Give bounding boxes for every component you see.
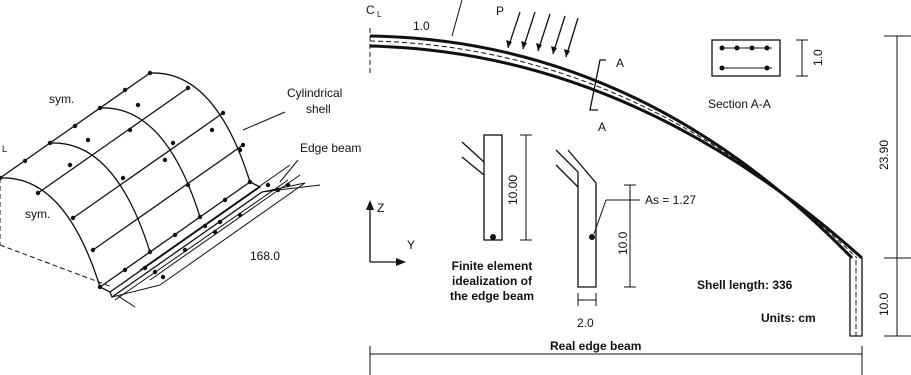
- dimension-line: [115, 180, 288, 300]
- symmetry-edge-bottom: [0, 245, 112, 287]
- shell-length-label: Shell length: 336: [697, 278, 793, 292]
- mesh-arc: [150, 73, 250, 182]
- cylindrical-shell-label-1: Cylindrical: [287, 86, 343, 100]
- mesh-arc: [100, 108, 200, 217]
- real-depth-label: 10.0: [616, 231, 630, 255]
- rebar-dots: [720, 46, 770, 71]
- fe-rebar: [490, 234, 496, 240]
- thickness-label: 1.0: [413, 19, 430, 33]
- z-axis-arrowhead: [366, 200, 374, 210]
- centerline-label: C: [366, 3, 375, 17]
- fe-depth-label: 10.00: [506, 174, 520, 205]
- shell-height-label: 23.90: [877, 139, 891, 170]
- mesh-line: [93, 145, 243, 250]
- fe-caption-2: idealization of: [451, 274, 533, 288]
- edge-beam-line: [160, 183, 305, 285]
- shell-3d-view: [0, 71, 361, 307]
- dimension-tick: [118, 296, 135, 307]
- centerline-sub: L: [377, 10, 382, 19]
- beam-height-label: 10.0: [877, 292, 891, 316]
- section-aa-title: Section A-A: [708, 97, 771, 111]
- section-mark-bottom: A: [598, 120, 607, 134]
- mesh-nodes: [0, 71, 290, 289]
- section-depth-label: 1.0: [811, 49, 825, 66]
- mesh-arc: [50, 143, 150, 252]
- cl-mark-left: L: [2, 144, 8, 154]
- y-axis-arrowhead: [396, 258, 406, 266]
- cylindrical-shell-label-2: shell: [306, 102, 331, 116]
- edge-beam-line: [112, 285, 160, 297]
- leader-line: [243, 112, 285, 130]
- load-label: P: [496, 4, 505, 18]
- length-label: 168.0: [250, 249, 281, 263]
- mesh-arc: [0, 178, 100, 287]
- real-width-label: 2.0: [577, 316, 594, 330]
- fe-caption-3: the edge beam: [449, 289, 535, 303]
- axis-z-label: Z: [377, 201, 385, 215]
- shell-inner: [370, 46, 862, 258]
- edge-beam-label: Edge beam: [300, 141, 362, 155]
- axis-y-label: Y: [407, 238, 416, 252]
- mesh-line: [73, 113, 223, 218]
- fe-caption-1: Finite element: [451, 259, 533, 273]
- fe-beam-rect: [484, 135, 502, 240]
- steel-label: As = 1.27: [645, 193, 697, 207]
- shell-middle-surface: [370, 41, 857, 258]
- real-caption: Real edge beam: [550, 339, 642, 353]
- edge-beam-outline: [100, 182, 260, 292]
- real-rebar: [589, 234, 595, 240]
- section-mark-top: A: [616, 56, 625, 70]
- sym-bottom-label: sym.: [25, 207, 51, 221]
- thickness-leader: [452, 0, 462, 36]
- units-label: Units: cm: [761, 311, 816, 325]
- cross-section-view: [366, 0, 911, 375]
- section-aa-rect: [712, 40, 780, 76]
- sym-top-label: sym.: [49, 92, 75, 106]
